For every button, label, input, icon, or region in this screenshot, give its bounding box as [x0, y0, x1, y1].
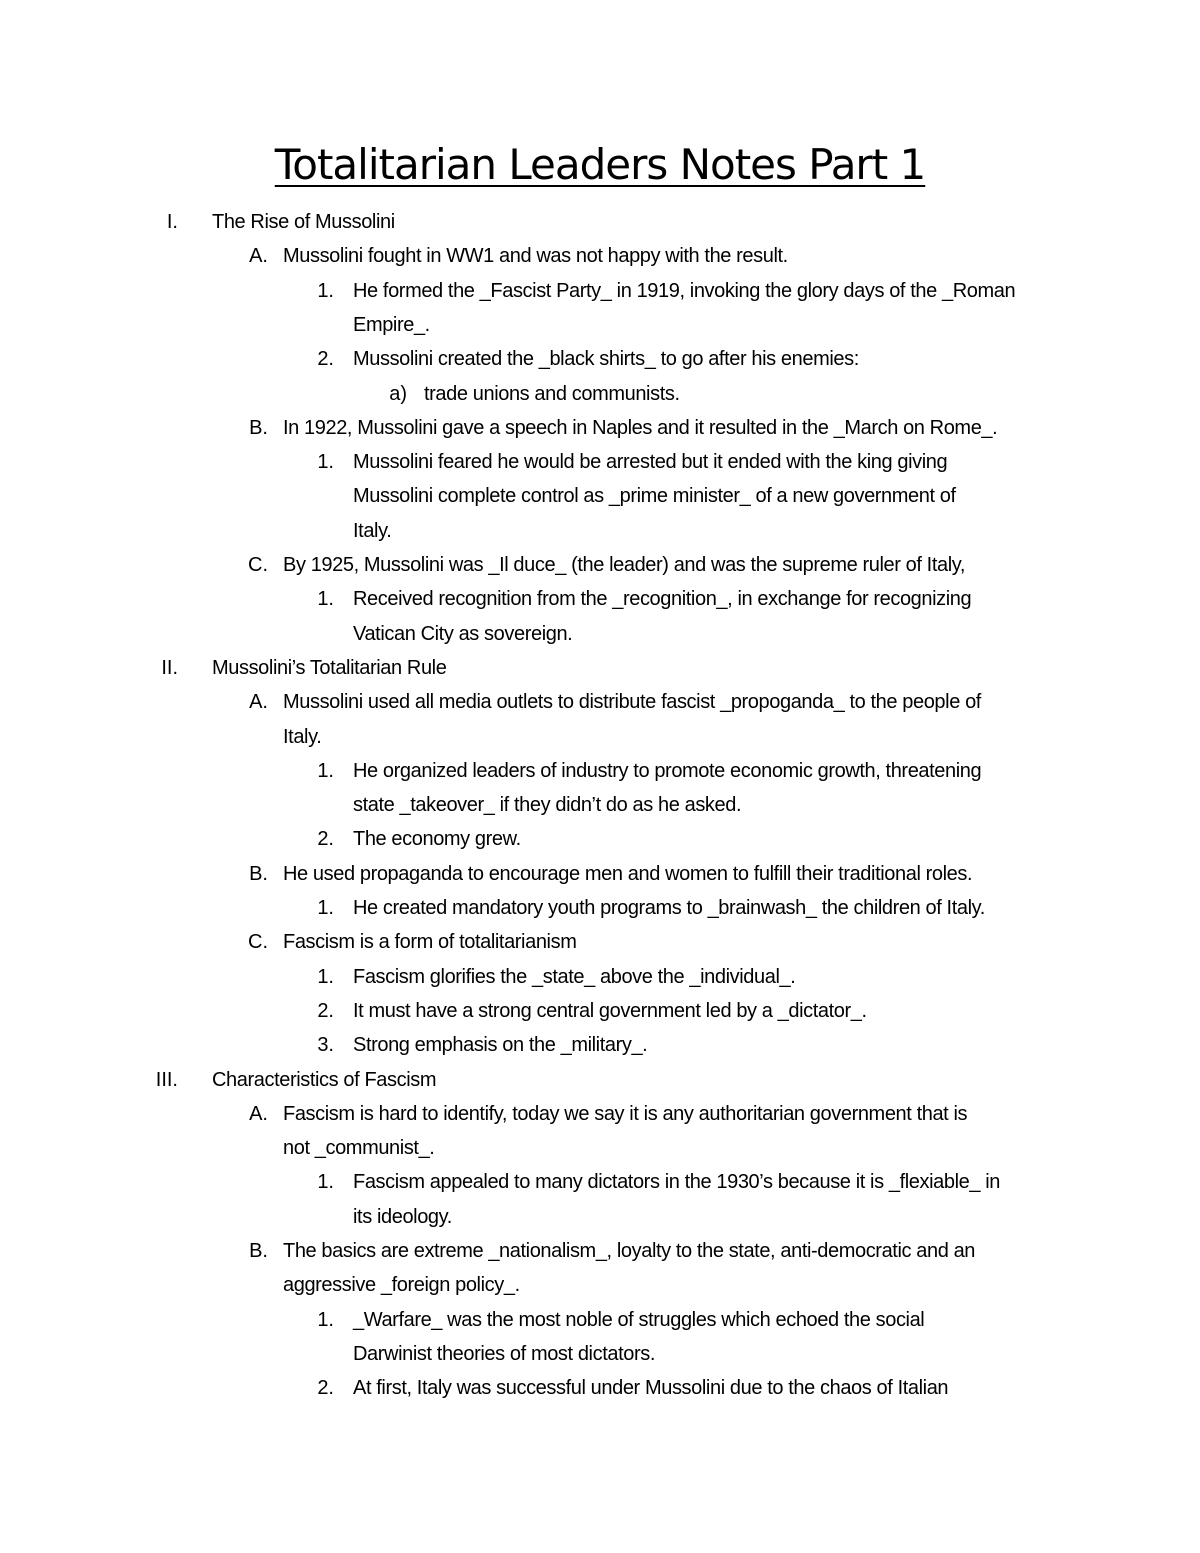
item-text: Italy. — [283, 725, 322, 748]
subsubitem-text: trade unions and communists. — [424, 382, 680, 405]
subitem-number: 1. — [317, 897, 334, 919]
item-text: In 1922, Mussolini gave a speech in Naples and it resulted in the _March on Rome_. — [283, 416, 998, 439]
subitem-text: Vatican City as sovereign. — [353, 622, 573, 645]
section-numeral: III. — [155, 1068, 178, 1091]
subitem-text: He organized leaders of industry to promote economic growth, threatening — [353, 759, 982, 782]
item-text: not _communist_. — [283, 1137, 435, 1160]
item-text: He used propaganda to encourage men and women to fulfill their traditional roles. — [283, 862, 973, 885]
subitem-number: 2. — [317, 1377, 334, 1400]
item-text: Fascism is a form of totalitarianism — [283, 931, 577, 954]
item-text: Mussolini used all media outlets to distribute fascist _propoganda_ to the people of — [283, 691, 981, 714]
subitem-text: Fascism appealed to many dictators in the 1930’s because it is _flexiable_ in — [353, 1171, 1000, 1194]
item-letter: A. — [249, 691, 268, 714]
subitem-text: The economy grew. — [353, 828, 521, 851]
section-heading: Mussolini’s Totalitarian Rule — [212, 656, 447, 679]
item-letter: A. — [249, 1102, 268, 1125]
subitem-text: He formed the _Fascist Party_ in 1919, invoking the glory days of the _Roman — [353, 279, 1016, 302]
item-text: aggressive _foreign policy_. — [283, 1274, 520, 1297]
subitem-text: Mussolini complete control as _prime minister_ of a new government of — [353, 485, 956, 508]
item-text: By 1925, Mussolini was _Il duce_ (the leader) and was the supreme ruler of Italy, — [283, 554, 966, 576]
subitem-text: Received recognition from the _recognition_, in exchange for recognizing — [353, 588, 972, 611]
subitem-text: Mussolini feared he would be arrested but it ended with the king giving — [353, 451, 948, 474]
subitem-number: 1. — [317, 759, 334, 782]
subitem-text: He created mandatory youth programs to _brainwash_ the children of Italy. — [353, 897, 985, 919]
item-letter: A. — [249, 245, 268, 268]
subitem-number: 1. — [317, 1171, 334, 1194]
item-text: Mussolini fought in WW1 and was not happy with the result. — [283, 245, 788, 268]
subitem-text: Darwinist theories of most dictators. — [353, 1342, 655, 1365]
section-heading: The Rise of Mussolini — [212, 211, 395, 233]
subitem-number: 2. — [317, 828, 334, 851]
subitem-text: At first, Italy was successful under Mussolini due to the chaos of Italian — [353, 1377, 949, 1400]
subitem-text: It must have a strong central government led by a _dictator_. — [353, 999, 867, 1022]
subitem-number: 1. — [317, 965, 334, 988]
subitem-text: Strong emphasis on the _military_. — [353, 1034, 648, 1057]
item-letter: C. — [248, 554, 268, 576]
item-letter: C. — [248, 931, 268, 954]
subitem-text: _Warfare_ was the most noble of struggles which echoed the social — [353, 1308, 925, 1331]
subitem-text: Empire_. — [353, 313, 430, 336]
item-text: Fascism is hard to identify, today we say it is any authoritarian government that is — [283, 1102, 968, 1125]
section-heading: Characteristics of Fascism — [212, 1068, 437, 1091]
subitem-number: 1. — [317, 1308, 334, 1331]
page-title: Totalitarian Leaders Notes Part 1 — [274, 140, 926, 189]
subitem-text: its ideology. — [353, 1205, 452, 1228]
item-letter: B. — [249, 1240, 268, 1262]
item-text: The basics are extreme _nationalism_, loyalty to the state, anti-democratic and an — [283, 1240, 976, 1262]
subitem-text: Fascism glorifies the _state_ above the _individual_. — [353, 965, 796, 988]
section-numeral: II. — [161, 656, 178, 679]
subitem-number: 2. — [317, 999, 334, 1022]
subitem-number: 1. — [317, 279, 334, 302]
subitem-number: 2. — [317, 348, 334, 371]
section-numeral: I. — [166, 211, 178, 233]
item-letter: B. — [249, 862, 268, 885]
item-letter: B. — [249, 416, 268, 439]
subitem-number: 1. — [317, 451, 334, 474]
subitem-number: 3. — [317, 1034, 334, 1057]
subitem-number: 1. — [317, 588, 334, 611]
subitem-text: state _takeover_ if they didn’t do as he asked. — [353, 794, 742, 817]
subitem-text: Mussolini created the _black shirts_ to go after his enemies: — [353, 348, 859, 371]
subsubitem-marker: a) — [389, 382, 407, 405]
subitem-text: Italy. — [353, 519, 392, 542]
